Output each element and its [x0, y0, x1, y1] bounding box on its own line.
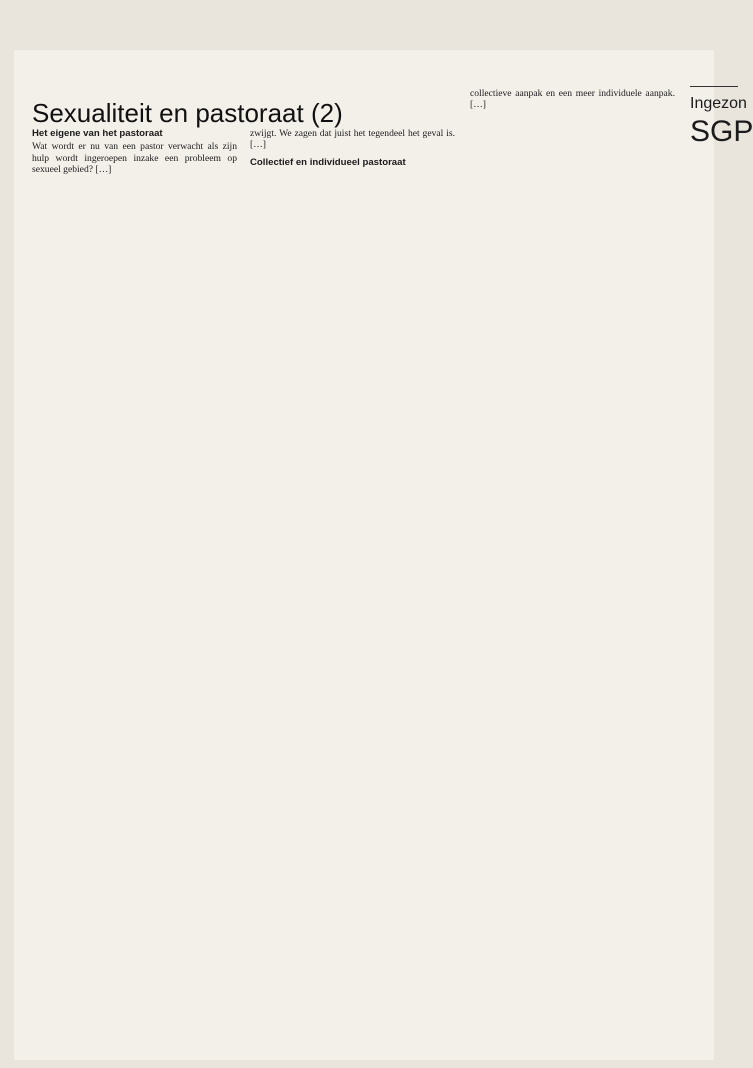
article-title: Sexualiteit en pastoraat (2): [32, 98, 343, 128]
divider: [690, 86, 738, 87]
column-2: [250, 128, 455, 170]
paragraph: Wat wordt er nu van een pastor verwacht als zijn hulp wordt ingeroepen inzake een probleem op sexueel gebied? […]: [32, 141, 237, 175]
paragraph: zwijgt. We zagen dat juist het tegendeel het geval is. […]: [250, 128, 455, 151]
sidebar-big-title: SGP: [690, 114, 753, 148]
column-1: [32, 128, 237, 181]
section-heading: Collectief en individueel pastoraat: [250, 156, 406, 168]
column-3: [470, 88, 675, 117]
section-heading: Het eigene van het pastoraat: [32, 128, 163, 139]
paragraph: collectieve aanpak en een meer individuele aanpak. […]: [470, 88, 675, 111]
page: [14, 50, 714, 1060]
sidebar-header: Ingezon: [690, 95, 747, 112]
column-4-cropped: [690, 78, 753, 1058]
